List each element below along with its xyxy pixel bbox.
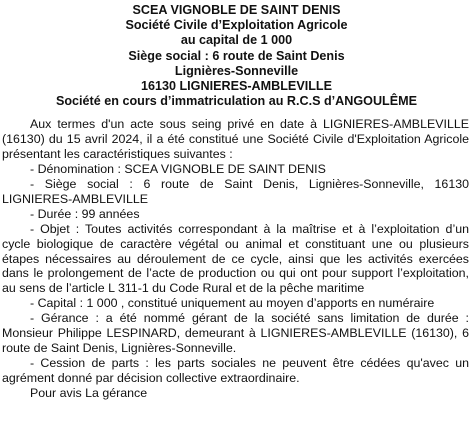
- purpose-item: - Objet : Toutes activités correspondant à la maîtrise et à l’exploitation d’un cycle biologique de caractère végétal ou animal et constituant une ou plusieurs étapes nécessaires au déroulement de ce cycle, ainsi que les activités exercées dans le prolongement de l’acte de production ou qui ont pour support l’exploitation, au sens de l’article L 311-1 du Code Rural et de la pêche maritime: [2, 221, 469, 296]
- head-office-city: 16130 LIGNIERES-AMBLEVILLE: [140, 79, 333, 94]
- head-office-locality: Lignières-Sonneville: [174, 63, 299, 78]
- capital-item: - Capital : 1 000 , constitué uniquement au moyen d’apports en numéraire: [30, 296, 435, 311]
- duration-item: - Durée : 99 années: [30, 206, 140, 221]
- notice-body: [0, 117, 473, 400]
- signature-line: Pour avis La gérance: [30, 385, 148, 400]
- head-office: Siège social : 6 route de Saint Denis: [128, 48, 345, 63]
- denomination-item: - Dénomination : SCEA VIGNOBLE DE SAINT DENIS: [30, 162, 326, 177]
- company-capital: au capital de 1 000: [180, 33, 293, 48]
- head-office-item: - Siège social : 6 route de Saint Denis, Lignières-Sonneville, 16130 LIGNIERES-AMBLEVILLE: [2, 177, 469, 206]
- company-form: Société Civile d’Exploitation Agricole: [125, 18, 348, 33]
- intro-paragraph: Aux termes d'un acte sous seing privé en date à LIGNIERES-AMBLEVILLE (16130) du 15 avril 2024, il a été constitué une Société Civile d'Exploitation Agricole présentant les caractéristiques suivantes :: [2, 117, 469, 162]
- share-transfer-item: - Cession de parts : les parts sociales ne peuvent être cédées qu'avec un agrément donné par décision collective extraordinaire.: [2, 355, 469, 385]
- registration-status: Société en cours d’immatriculation au R.C.S d’ANGOULÊME: [55, 94, 418, 109]
- company-name: SCEA VIGNOBLE DE SAINT DENIS: [132, 3, 341, 17]
- management-item: - Gérance : a été nommé gérant de la société sans limitation de durée : Monsieur Philippe LESPINARD, demeurant à LIGNIERES-AMBLEVILLE (16130), 6 route de Saint Denis, Lignières-Sonneville.: [2, 311, 469, 356]
- notice-header: [0, 3, 473, 109]
